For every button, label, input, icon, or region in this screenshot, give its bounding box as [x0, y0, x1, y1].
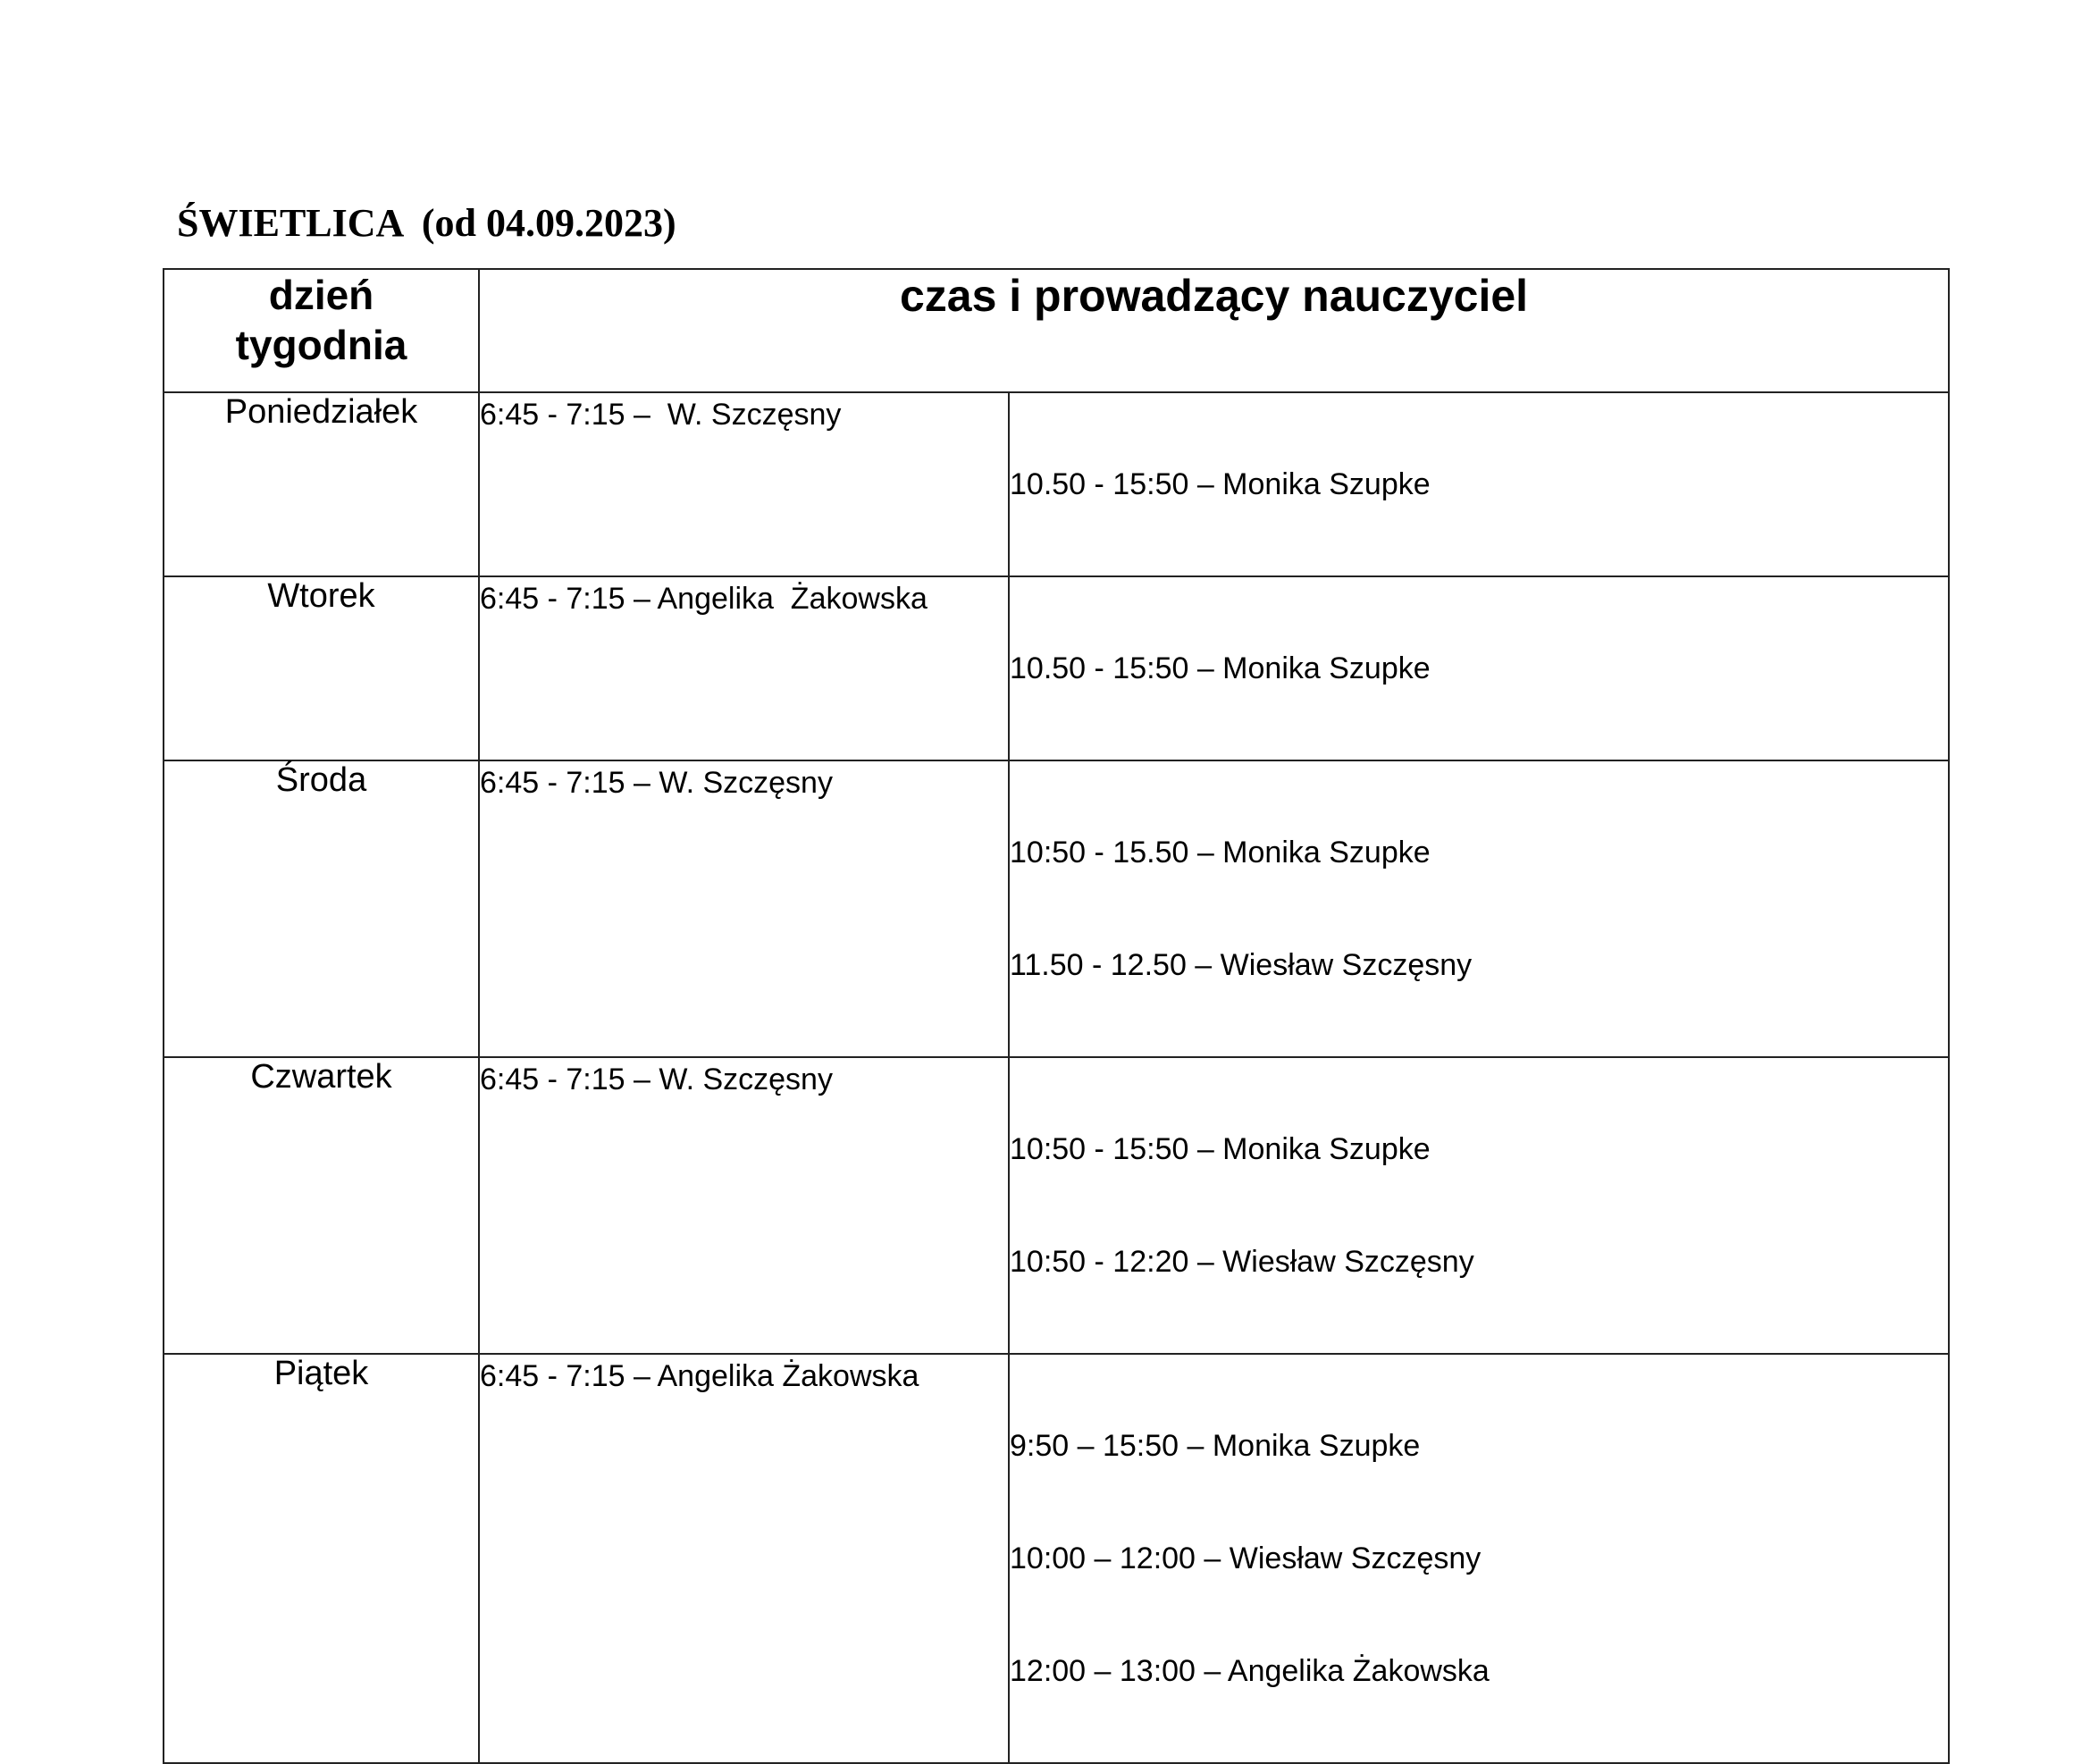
- day-cell: Poniedziałek: [164, 392, 479, 576]
- day-cell: Czwartek: [164, 1057, 479, 1354]
- late-slot-cell: [1009, 1354, 1949, 1763]
- early-slot-cell: [479, 760, 1009, 1057]
- slot-line: 10:00 – 12:00 – Wiesław Szczęsny: [1010, 1541, 1481, 1575]
- slot-line: 10.50 - 15:50 – Monika Szupke: [1010, 467, 1431, 501]
- slot-line: 6:45 - 7:15 – W. Szczęsny: [480, 766, 833, 800]
- late-slot-cell: [1009, 392, 1949, 576]
- table-row: [164, 1057, 1949, 1354]
- late-slot-cell: [1009, 1057, 1949, 1354]
- slot-line: 6:45 - 7:15 – W. Szczęsny: [480, 1063, 833, 1096]
- table-row: [164, 576, 1949, 760]
- early-slot-cell: [479, 1354, 1009, 1763]
- early-slot-cell: [479, 1057, 1009, 1354]
- slot-line: 10.50 - 15:50 – Monika Szupke: [1010, 651, 1431, 685]
- schedule-table: [163, 268, 1950, 1764]
- table-row: [164, 1354, 1949, 1763]
- slot-line: 6:45 - 7:15 – Angelika Żakowska: [480, 582, 927, 616]
- day-cell: Piątek: [164, 1354, 479, 1763]
- early-slot-cell: [479, 576, 1009, 760]
- day-cell: Wtorek: [164, 576, 479, 760]
- slot-line: 10:50 - 12:20 – Wiesław Szczęsny: [1010, 1245, 1474, 1279]
- late-slot-cell: [1009, 576, 1949, 760]
- slot-line: 10:50 - 15.50 – Monika Szupke: [1010, 836, 1431, 869]
- slot-line: 6:45 - 7:15 – Angelika Żakowska: [480, 1359, 919, 1393]
- slot-line: 11.50 - 12.50 – Wiesław Szczęsny: [1010, 948, 1473, 982]
- day-cell: Środa: [164, 760, 479, 1057]
- column-header-day-line1: dzień: [268, 272, 374, 318]
- slot-line: 12:00 – 13:00 – Angelika Żakowska: [1010, 1654, 1490, 1688]
- column-header-time-teacher: czas i prowadzący nauczyciel: [479, 269, 1949, 392]
- column-header-day: [164, 269, 479, 392]
- table-row: [164, 392, 1949, 576]
- table-header-row: [164, 269, 1949, 392]
- slot-line: 10:50 - 15:50 – Monika Szupke: [1010, 1132, 1431, 1166]
- slot-line: 9:50 – 15:50 – Monika Szupke: [1010, 1429, 1421, 1463]
- page-title: ŚWIETLICA (od 04.09.2023): [177, 201, 676, 245]
- column-header-day-line2: tygodnia: [235, 322, 407, 368]
- slot-line: 6:45 - 7:15 – W. Szczęsny: [480, 398, 842, 432]
- late-slot-cell: [1009, 760, 1949, 1057]
- early-slot-cell: [479, 392, 1009, 576]
- table-row: [164, 760, 1949, 1057]
